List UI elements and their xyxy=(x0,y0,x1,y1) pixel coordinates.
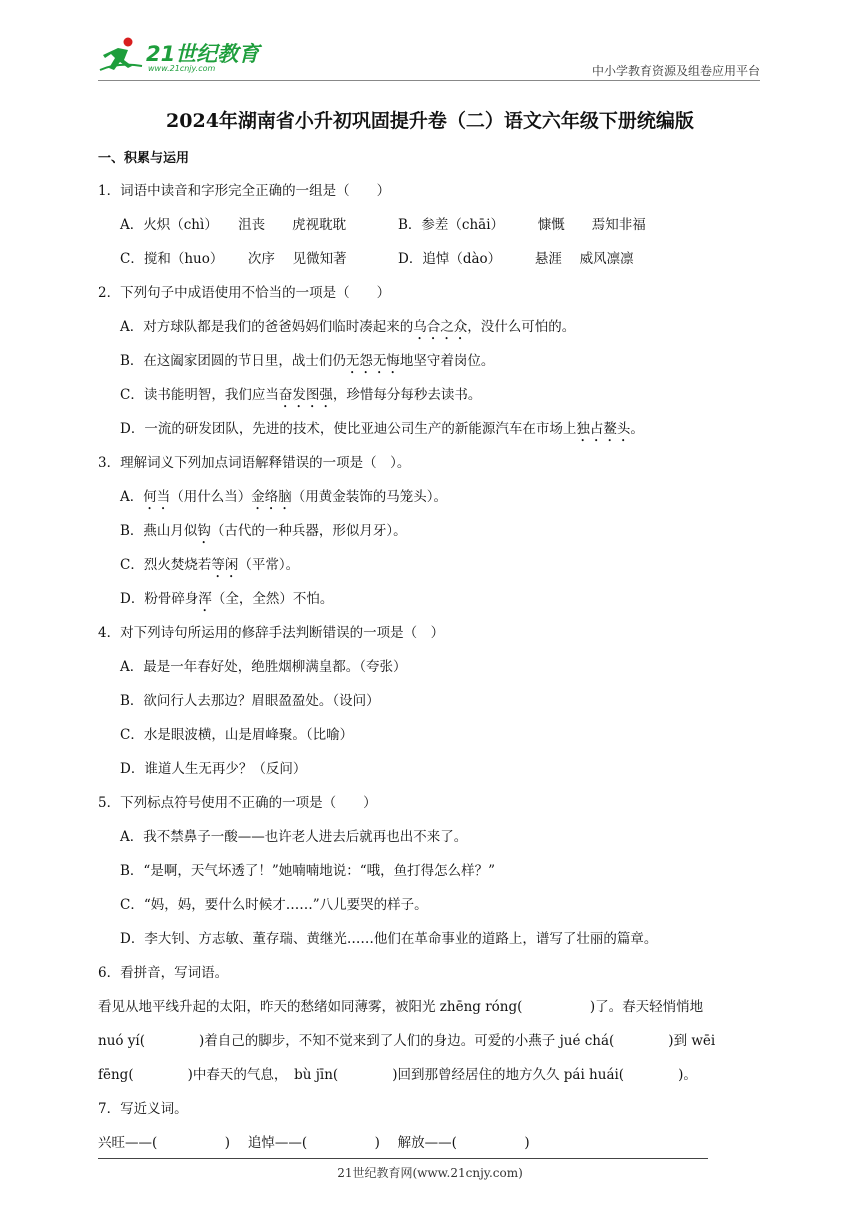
q2-option-d xyxy=(98,412,760,446)
q2d-tail: 。 xyxy=(630,421,644,437)
question-6-stem: 6．看拼音，写词语。 xyxy=(98,965,229,981)
q3-option-c xyxy=(98,548,760,582)
q2a-text: A．对方球队都是我们的爸爸妈妈们临时凑起来的 xyxy=(120,319,414,335)
question-1-stem: 1．词语中读音和字形完全正确的一组是（ ） xyxy=(98,183,391,199)
q4-option-a: A．最是一年春好处，绝胜烟柳满皇都。（夸张） xyxy=(120,659,407,675)
q3d-tail: （全，全然）不怕。 xyxy=(211,591,334,607)
question-3-stem: 3．理解词义下列加点词语解释错误的一项是（ ）。 xyxy=(98,455,411,471)
q6-passage-line-3: fēng( )中春天的气息， bù jīn( )回到那曾经居住的地方久久 pái huái( )。 xyxy=(98,1067,697,1083)
question-7-stem: 7．写近义词。 xyxy=(98,1101,188,1117)
q2b-tail: 地坚守着岗位。 xyxy=(399,353,495,369)
exam-title: 2024年湖南省小升初巩固提升卷（二）语文六年级下册统编版 xyxy=(166,110,694,132)
q4-option-d: D．谁道人生无再少？（反问） xyxy=(120,761,307,777)
q3a-label: A． xyxy=(120,489,144,505)
q3d-emphasis: 浑 xyxy=(198,591,212,607)
q2d-emphasis: 独占鳌头 xyxy=(576,421,631,437)
question-2-stem: 2．下列句子中成语使用不恰当的一项是（ ） xyxy=(98,285,391,301)
q3a-emphasis-1: 何当 xyxy=(143,489,171,505)
q2-option-a xyxy=(98,310,760,344)
q5-option-d: D．李大钊、方志敏、董存瑞、黄继光……他们在革命事业的道路上，谱写了壮丽的篇章。 xyxy=(120,931,658,947)
q3a-tail: （用黄金装饰的马笼头）。 xyxy=(291,489,447,505)
q1-option-d: D．追悼（dào） 悬涯 威风凛凛 xyxy=(398,251,634,267)
q2c-tail: ，珍惜每分每秒去读书。 xyxy=(332,387,482,403)
runner-logo-icon xyxy=(98,36,144,74)
q3d-text: D．粉骨碎身 xyxy=(120,591,199,607)
q3b-tail: （古代的一种兵器，形似月牙）。 xyxy=(210,523,407,539)
q2b-text: B．在这阖家团圆的节日里，战士们仍 xyxy=(120,353,346,369)
q2c-emphasis: 奋发图强 xyxy=(278,387,333,403)
q4-option-c: C．水是眼波横，山是眉峰聚。（比喻） xyxy=(120,727,354,743)
q3a-mid: （用什么当） xyxy=(170,489,252,505)
q2-option-b xyxy=(98,344,760,378)
q7-answer-line: 兴旺——( ) 追悼——( ) 解放——( ) xyxy=(98,1135,530,1151)
q3c-tail: （平常）。 xyxy=(238,557,300,573)
q3b-emphasis: 钩 xyxy=(197,523,211,539)
q2a-tail: ，没什么可怕的。 xyxy=(467,319,576,335)
q2a-emphasis: 乌合之众 xyxy=(413,319,468,335)
page-header xyxy=(98,34,760,81)
q2d-text: D．一流的研发团队，先进的技术，使比亚迪公司生产的新能源汽车在市场上 xyxy=(120,421,577,437)
exam-body xyxy=(98,148,760,1160)
q1-option-c: C．搅和（huo） 次序 见微知著 xyxy=(120,251,347,267)
site-name: 中小学教育资源及组卷应用平台 xyxy=(591,64,760,78)
q3a-emphasis-2: 金络脑 xyxy=(251,489,292,505)
q5-option-b: B．“是啊，天气坏透了！”她喃喃地说：“哦，鱼打得怎么样？” xyxy=(120,863,496,879)
q3b-text: B．燕山月似 xyxy=(120,523,198,539)
q2-option-c xyxy=(98,378,760,412)
page-footer: 21世纪教育网(www.21cnjy.com) xyxy=(337,1166,523,1180)
q1-options-cd xyxy=(98,242,760,276)
q1-option-b: B．参差（chāi） 慷慨 焉知非福 xyxy=(398,217,646,233)
q3-option-d xyxy=(98,582,760,616)
q3c-emphasis: 等闲 xyxy=(211,557,239,573)
question-4-stem: 4．对下列诗句所运用的修辞手法判断错误的一项是（ ） xyxy=(98,625,445,641)
logo-url: www.21cnjy.com xyxy=(148,64,216,73)
q3c-text: C．烈火焚烧若 xyxy=(120,557,212,573)
q6-passage-line-1: 看见从地平线升起的太阳，昨天的愁绪如同薄雾，被阳光 zhēng róng( )了。春天轻悄悄地 xyxy=(98,999,704,1015)
q6-passage-line-2: nuó yí( )着自己的脚步，不知不觉来到了人们的身边。可爱的小燕子 jué chá( )到 wēi xyxy=(98,1033,716,1049)
q3-option-b xyxy=(98,514,760,548)
footer-divider xyxy=(98,1158,708,1159)
q4-option-b: B．欲问行人去那边？眉眼盈盈处。（设问） xyxy=(120,693,380,709)
logo-text: 21世纪教育 xyxy=(146,42,260,66)
q3-option-a xyxy=(98,480,760,514)
q1-option-a: A．火炽（chì） 沮丧 虎视耽耽 xyxy=(120,217,347,233)
q2c-text: C．读书能明智，我们应当 xyxy=(120,387,279,403)
q1-options-ab xyxy=(98,208,760,242)
q5-option-c: C．“妈，妈，要什么时候才……”八儿要哭的样子。 xyxy=(120,897,428,913)
section-heading: 一、积累与运用 xyxy=(98,151,190,166)
q5-option-a: A．我不禁鼻子一酸——也许老人进去后就再也出不来了。 xyxy=(120,829,468,845)
site-logo xyxy=(98,34,268,76)
q2b-emphasis: 无怨无悔 xyxy=(345,353,400,369)
question-5-stem: 5．下列标点符号使用不正确的一项是（ ） xyxy=(98,795,377,811)
